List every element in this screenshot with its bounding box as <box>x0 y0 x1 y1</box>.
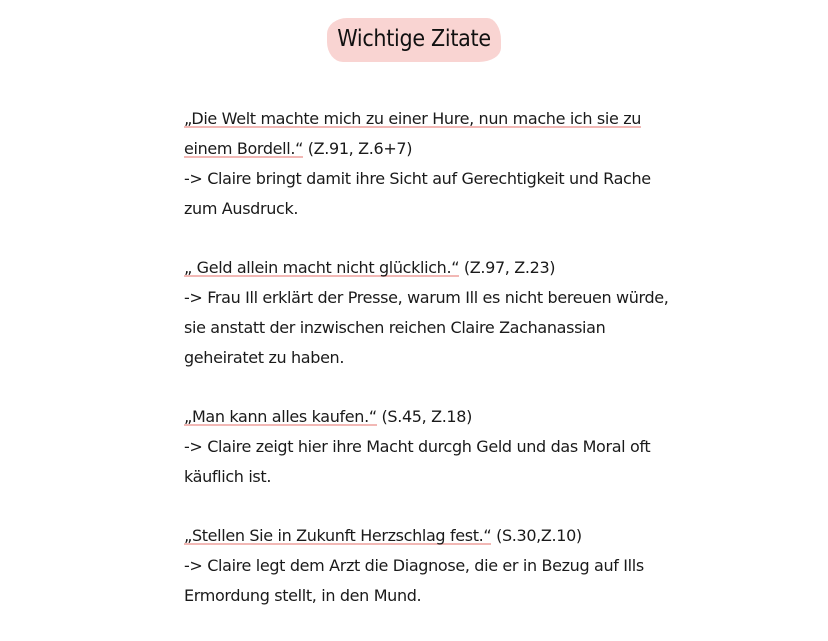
quote-reference: (Z.91, Z.6+7) <box>307 139 413 158</box>
quote-text: „Man kann alles kaufen.“ <box>184 407 377 426</box>
quote-list <box>184 104 674 611</box>
quote-explanation: -> Claire bringt damit ihre Sicht auf Gerechtigkeit und Rache zum Ausdruck. <box>184 169 651 218</box>
quote-explanation: -> Claire zeigt hier ihre Macht durcgh Geld und das Moral oft käuflich ist. <box>184 437 651 486</box>
page-title: Wichtige Zitate <box>327 18 501 62</box>
quote-text: „Die Welt machte mich zu einer Hure, nun mache ich sie zu einem Bordell.“ <box>184 109 642 158</box>
quote-block <box>184 104 674 224</box>
quote-explanation: -> Claire legt dem Arzt die Diagnose, die er in Bezug auf Ills Ermordung stellt, in den Mund. <box>184 556 644 605</box>
quote-reference: (S.30,Z.10) <box>496 526 582 545</box>
quote-reference: (S.45, Z.18) <box>381 407 472 426</box>
quote-block <box>184 253 674 373</box>
quote-block <box>184 521 674 611</box>
quote-block <box>184 402 674 492</box>
quote-text: „ Geld allein macht nicht glücklich.“ <box>184 258 460 277</box>
quote-reference: (Z.97, Z.23) <box>463 258 556 277</box>
quote-text: „Stellen Sie in Zukunft Herzschlag fest.“ <box>184 526 492 545</box>
title-container <box>0 18 828 62</box>
quote-explanation: -> Frau Ill erklärt der Presse, warum Ill es nicht bereuen würde, sie anstatt der inzwischen reichen Claire Zachanassian geheiratet zu haben. <box>184 288 669 367</box>
